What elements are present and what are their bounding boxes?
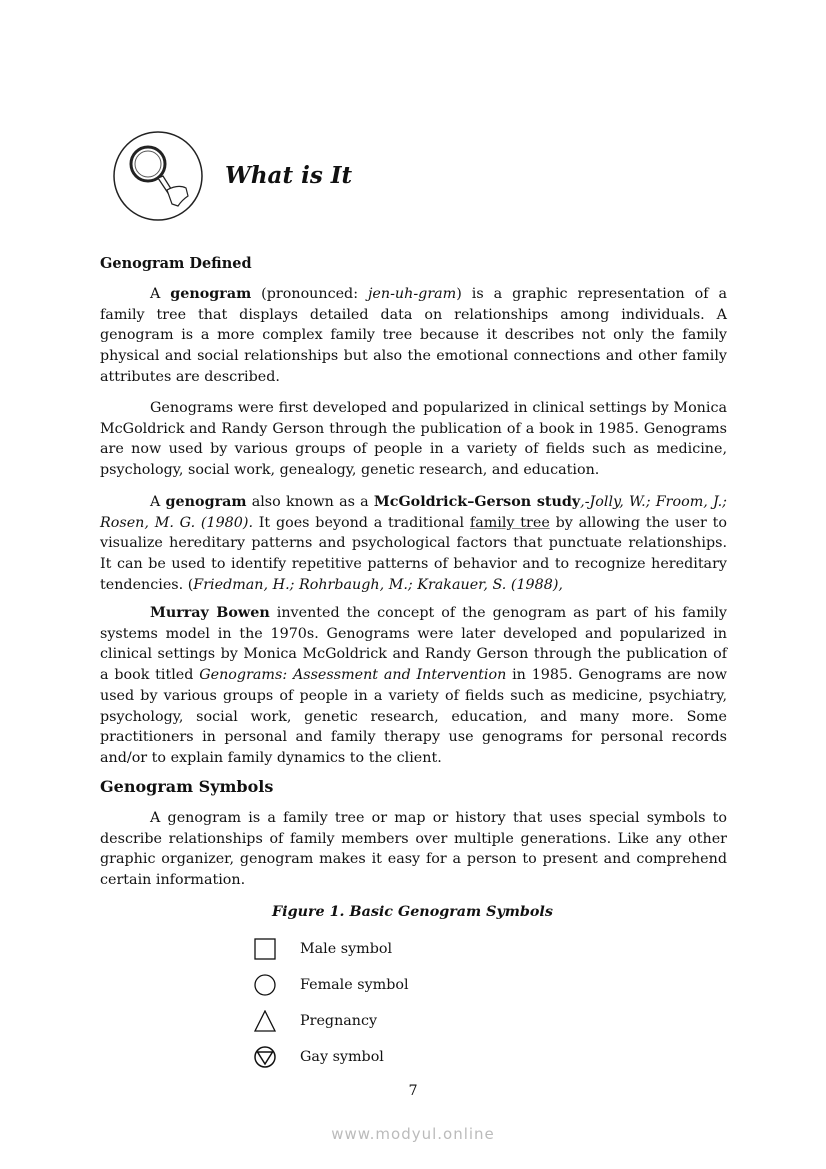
paragraph	[100, 398, 727, 481]
heading-genogram-symbols: Genogram Symbols	[100, 777, 274, 796]
italic-text: ,-Jolly, W.; Froom, J.; Rosen, M. G. (1980).	[100, 494, 728, 531]
text-run: Genograms were first developed and popularized in clinical settings by Monica McGoldrick and Randy Gerson through the publication of a book in 1985. Genograms are now used by various groups of people in a variety of fields such as medicine, psychology, social work, genealogy, genetic research, and education.	[100, 400, 727, 479]
figure-caption: Figure 1. Basic Genogram Symbols	[272, 904, 553, 920]
paragraph	[100, 603, 727, 769]
text-run: (pronounced:	[251, 286, 368, 302]
paragraph	[100, 492, 727, 596]
underlined-link[interactable]: family tree	[469, 514, 550, 531]
bold-text: McGoldrick–Gerson study	[373, 494, 581, 510]
symbol-label: Pregnancy	[300, 1013, 378, 1029]
text-run: A	[150, 286, 171, 302]
heading-genogram-defined: Genogram Defined	[100, 255, 252, 272]
section-title: What is It	[225, 162, 353, 189]
text-run: A	[150, 494, 166, 510]
symbol-row	[254, 938, 392, 960]
symbol-label: Female symbol	[300, 977, 409, 993]
symbol-row	[254, 974, 409, 996]
text-run: in 1985. Genograms are now used by various groups of people in a variety of fields such as medicine, psychiatry, psychology, social work, genetic research, education, and many more. Some practitioners in personal and family therapy use genograms for personal records and/or to explain family dynamics to the client.	[100, 667, 728, 766]
watermark: www.modyul.online	[331, 1125, 495, 1143]
page-number: 7	[408, 1083, 418, 1099]
text-run: A genogram is a family tree or map or history that uses special symbols to describe relationships of family members over multiple generations. Like any other graphic organizer, genogram makes it easy for a person to present and comprehend certain information.	[100, 810, 727, 889]
bold-text: Murray Bowen	[150, 605, 270, 621]
symbol-label: Male symbol	[300, 941, 393, 957]
italic-text: Genograms: Assessment and Intervention	[199, 667, 507, 684]
text-run: by allowing the user to visualize hereditary patterns and psychological factors that punctuate relationships. It can be used to identify repetitive patterns of behavior and to recognize hereditary tendencies. (	[100, 514, 727, 593]
paragraph	[100, 284, 727, 388]
symbol-row	[254, 1046, 384, 1068]
circle-triangle-icon	[254, 1046, 276, 1068]
italic-text: Friedman, H.; Rohrbaugh, M.; Krakauer, S. (1988),	[193, 576, 563, 593]
text-run: invented the concept of the genogram as part of his family systems model in the 1970s. Genograms were later developed and popularized in clinical settings by Monica McGoldrick and Randy Gerson through the publication of a book titled	[100, 605, 727, 684]
triangle-icon	[254, 1010, 276, 1032]
symbol-label: Gay symbol	[300, 1049, 384, 1065]
paragraph	[100, 808, 727, 891]
circle-icon	[254, 974, 276, 996]
square-icon	[254, 938, 276, 960]
bold-text: genogram	[170, 286, 252, 302]
magnifier-icon	[112, 130, 204, 222]
symbol-row	[254, 1010, 377, 1032]
bold-text: genogram	[165, 494, 247, 510]
italic-text: jen-uh-gram	[367, 286, 457, 302]
text-run: also known as a	[246, 494, 374, 510]
text-run: ) is a graphic representation of a family tree that displays detailed data on relationships among individuals. A genogram is a more complex family tree because it describes not only the family physical and social relationships but also the emotional connections and other family attributes are described.	[100, 286, 727, 385]
text-run: It goes beyond a traditional	[253, 514, 470, 531]
